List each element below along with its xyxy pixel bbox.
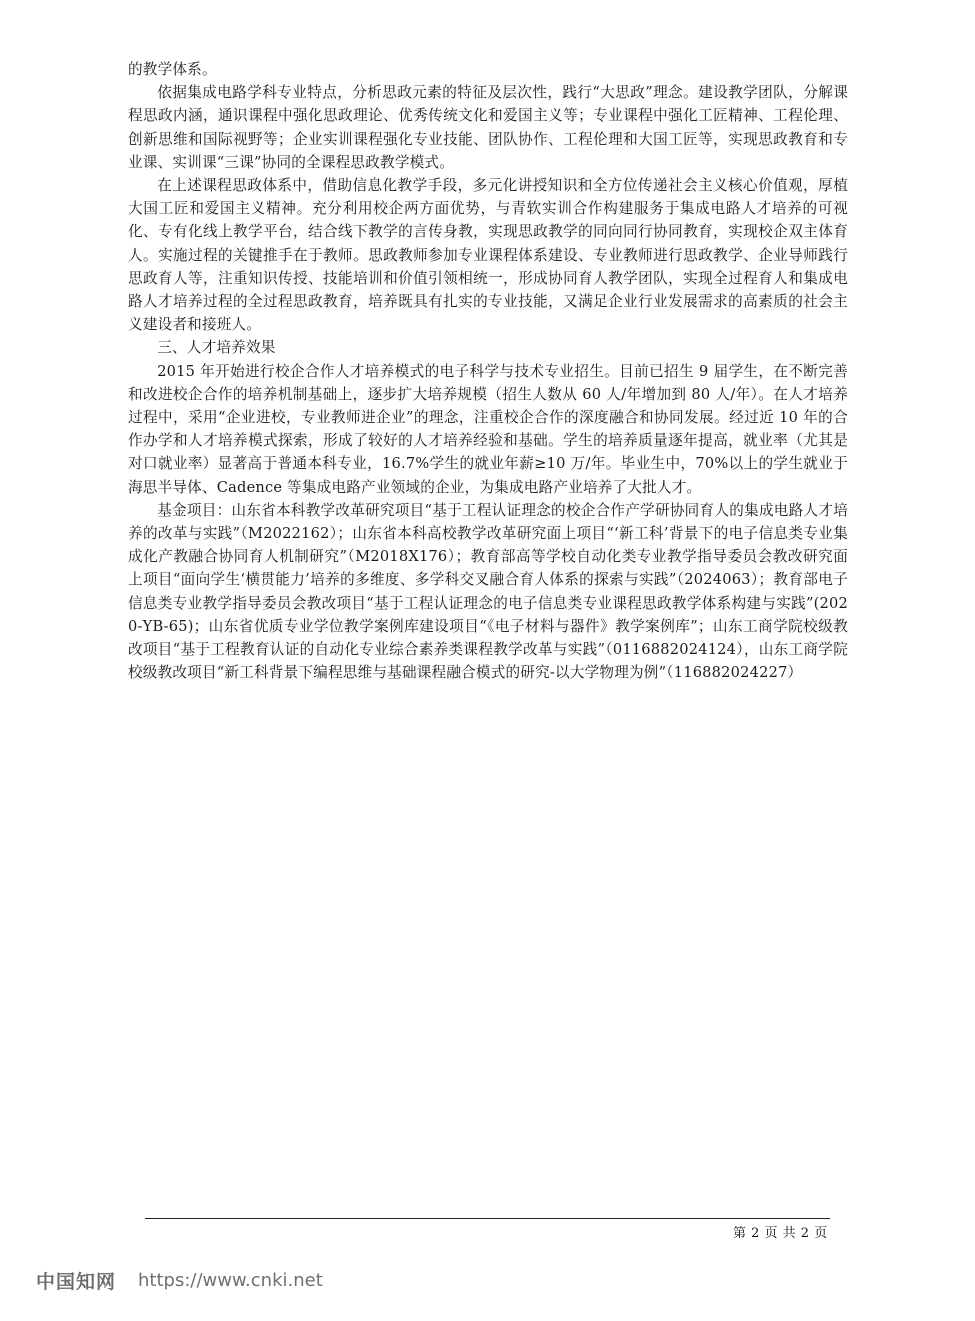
document-body	[128, 58, 848, 684]
watermark	[36, 1267, 323, 1294]
cnki-url: https://www.cnki.net	[138, 1270, 323, 1291]
paragraph-training-results: 2015 年开始进行校企合作人才培养模式的电子科学与技术专业招生。目前已招生 9 届学生，在不断完善和改进校企合作的培养机制基础上，逐步扩大培养规模（招生人数从 60 人/年增加到 80 人/年）。在人才培养过程中，采用“企业进校，专业教师进企业”的理念，注重校企合作的深度融合和协同发展。经过近 10 年的合作办学和人才培养模式探索，形成了较好的人才培养经验和基础。学生的培养质量逐年提高，就业率（尤其是对口就业率）显著高于普通本科专业，16.7%学生的就业年薪≥10 万/年。毕业生中，70%以上的学生就业于海思半导体、Cadence 等集成电路产业领域的企业，为集成电路产业培养了大批人才。	[128, 362, 848, 496]
paragraph-course-system: 在上述课程思政体系中，借助信息化教学手段，多元化讲授知识和全方位传递社会主义核心价值观，厚植大国工匠和爱国主义精神。充分利用校企两方面优势，与青软实训合作构建服务于集成电路人才培养的可视化、专有化线上教学平台，结合线下教学的言传身教，实现思政教学的同向同行协同教育，实现校企双主体育人。实施过程的关键推手在于教师。思政教师参加专业课程体系建设、专业教师进行思政教学、企业导师践行思政育人等，注重知识传授、技能培训和价值引领相统一，形成协同育人教学团队，实现全过程育人和集成电路人才培养过程的全过程思政教育，培养既具有扎实的专业技能，又满足企业行业发展需求的高素质的社会主义建设者和接班人。	[128, 177, 848, 334]
paragraph-funding-projects: 基金项目：山东省本科教学改革研究项目“基于工程认证理念的校企合作产学研协同育人的集成电路人才培养的改革与实践”（M2022162）；山东省本科高校教学改革研究面上项目“‘新工科’背景下的电子信息类专业集成化产教融合协同育人机制研究”（M2018X176）；教育部高等学校自动化类专业教学指导委员会教改研究面上项目“面向学生‘横贯能力’培养的多维度、多学科交叉融合育人体系的探索与实践”（2024063）；教育部电子信息类专业教学指导委员会教改项目“基于工程认证理念的电子信息类专业课程思政教学体系构建与实践”(2020-YB-65)；山东省优质专业学位教学案例库建设项目“《电子材料与器件》教学案例库”；山东工商学院校级教改项目“基于工程教育认证的自动化专业综合素养类课程教学改革与实践”（0116882024124），山东工商学院校级教改项目“新工科背景下编程思维与基础课程融合模式的研究-以大学物理为例”（116882024227）	[128, 501, 848, 682]
section-heading: 三、人才培养效果	[157, 339, 276, 357]
paragraph-continuation: 的教学体系。	[128, 61, 217, 78]
paragraph-ideological-elements: 依据集成电路学科专业特点，分析思政元素的特征及层次性，践行“大思政”理念。建设教学团队，分解课程思政内涵，通识课程中强化思政理论、优秀传统文化和爱国主义等；专业课程中强化工匠精神、工程伦理、创新思维和国际视野等；企业实训课程强化专业技能、团队协作、工程伦理和大国工匠等，实现思政教育和专业课、实训课“三课”协同的全课程思政教学模式。	[128, 84, 848, 171]
footer-divider	[145, 1218, 830, 1219]
cnki-logo: 中国知网	[36, 1271, 117, 1293]
page-number: 第 2 页 共 2 页	[733, 1226, 828, 1241]
